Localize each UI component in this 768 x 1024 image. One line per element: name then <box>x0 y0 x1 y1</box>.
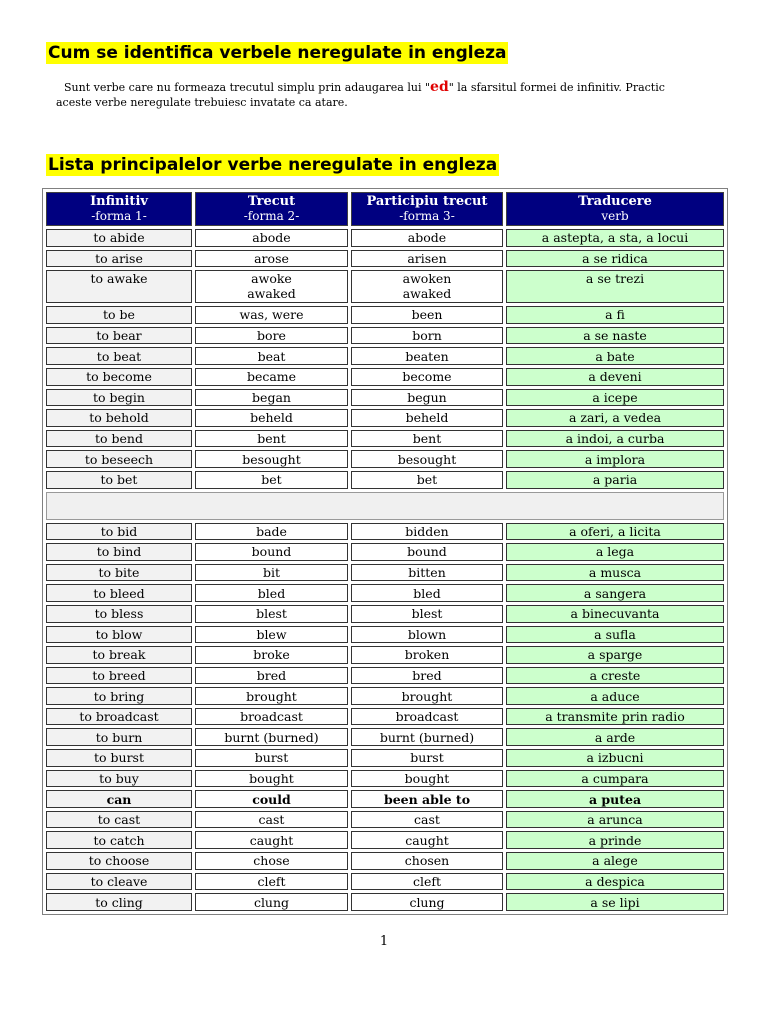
cell-translation: a izbucni <box>506 749 724 767</box>
cell-past: bet <box>195 471 348 489</box>
cell-infinitive: to begin <box>46 389 192 407</box>
cell-past: besought <box>195 450 348 468</box>
table-row <box>46 543 724 561</box>
cell-translation: a indoi, a curba <box>506 430 724 448</box>
intro-paragraph <box>56 80 696 110</box>
cell-past: clung <box>195 893 348 911</box>
cell-past-participle: bidden <box>351 523 503 541</box>
cell-infinitive: to beat <box>46 347 192 365</box>
cell-translation: a creste <box>506 667 724 685</box>
table-header-row <box>46 192 724 226</box>
cell-past: bent <box>195 430 348 448</box>
cell-translation: a se lipi <box>506 893 724 911</box>
cell-past-participle: cleft <box>351 873 503 891</box>
cell-translation: a bate <box>506 347 724 365</box>
cell-translation: a prinde <box>506 831 724 849</box>
cell-infinitive: to choose <box>46 852 192 870</box>
cell-past: beheld <box>195 409 348 427</box>
header-title: Infinitiv <box>90 194 148 209</box>
cell-infinitive: to cling <box>46 893 192 911</box>
table-row <box>46 831 724 849</box>
cell-past: bade <box>195 523 348 541</box>
cell-translation: a paria <box>506 471 724 489</box>
cell-infinitive: to break <box>46 646 192 664</box>
cell-past: bound <box>195 543 348 561</box>
cell-past-participle: cast <box>351 811 503 829</box>
cell-infinitive: to bet <box>46 471 192 489</box>
header-sub: -forma 3- <box>399 209 455 223</box>
cell-infinitive: to bear <box>46 327 192 345</box>
cell-past: cast <box>195 811 348 829</box>
table-row <box>46 749 724 767</box>
cell-past-participle: burst <box>351 749 503 767</box>
cell-translation: a musca <box>506 564 724 582</box>
table-row <box>46 270 724 303</box>
cell-translation: a deveni <box>506 368 724 386</box>
cell-past-participle: besought <box>351 450 503 468</box>
cell-past: became <box>195 368 348 386</box>
cell-infinitive: to abide <box>46 229 192 247</box>
cell-past-participle: born <box>351 327 503 345</box>
cell-past-participle: clung <box>351 893 503 911</box>
cell-infinitive: to bite <box>46 564 192 582</box>
cell-past-participle: been able to <box>351 790 503 808</box>
table-row <box>46 409 724 427</box>
header-sub: -forma 1- <box>91 209 147 223</box>
cell-translation: a fi <box>506 306 724 324</box>
cell-past: beat <box>195 347 348 365</box>
cell-infinitive: to be <box>46 306 192 324</box>
cell-past: began <box>195 389 348 407</box>
table-row <box>46 368 724 386</box>
cell-past: bought <box>195 770 348 788</box>
table-row <box>46 811 724 829</box>
cell-infinitive: to blow <box>46 626 192 644</box>
table-row <box>46 626 724 644</box>
table-row <box>46 327 724 345</box>
cell-past-participle: broadcast <box>351 708 503 726</box>
cell-infinitive: to cleave <box>46 873 192 891</box>
cell-past: bore <box>195 327 348 345</box>
cell-translation: a se ridica <box>506 250 724 268</box>
table-row <box>46 708 724 726</box>
cell-infinitive: to behold <box>46 409 192 427</box>
cell-past: blew <box>195 626 348 644</box>
cell-infinitive: to beseech <box>46 450 192 468</box>
cell-past-participle: bet <box>351 471 503 489</box>
cell-past-participle: brought <box>351 687 503 705</box>
cell-past: abode <box>195 229 348 247</box>
cell-past: brought <box>195 687 348 705</box>
irregular-verbs-table <box>42 188 728 915</box>
cell-past-participle: become <box>351 368 503 386</box>
cell-past: blest <box>195 605 348 623</box>
cell-infinitive: to arise <box>46 250 192 268</box>
cell-infinitive: to broadcast <box>46 708 192 726</box>
cell-infinitive: to breed <box>46 667 192 685</box>
cell-past: awoke awaked <box>195 270 348 303</box>
table-row <box>46 430 724 448</box>
cell-translation: a implora <box>506 450 724 468</box>
cell-infinitive: to burn <box>46 728 192 746</box>
cell-infinitive: to bend <box>46 430 192 448</box>
cell-past-participle: burnt (burned) <box>351 728 503 746</box>
table-spacer-row <box>46 492 724 520</box>
table-row <box>46 347 724 365</box>
header-past <box>195 192 348 226</box>
cell-infinitive: to bleed <box>46 584 192 602</box>
table-row <box>46 523 724 541</box>
table-row <box>46 250 724 268</box>
cell-past-participle: awoken awaked <box>351 270 503 303</box>
table-row <box>46 893 724 911</box>
table-row <box>46 873 724 891</box>
cell-translation: a sparge <box>506 646 724 664</box>
cell-past: broke <box>195 646 348 664</box>
cell-past: bred <box>195 667 348 685</box>
cell-translation: a transmite prin radio <box>506 708 724 726</box>
cell-translation: a se trezi <box>506 270 724 303</box>
cell-past-participle: caught <box>351 831 503 849</box>
cell-past-participle: beaten <box>351 347 503 365</box>
table-row <box>46 790 724 808</box>
table-row <box>46 584 724 602</box>
cell-past: burnt (burned) <box>195 728 348 746</box>
cell-past: broadcast <box>195 708 348 726</box>
cell-infinitive: to cast <box>46 811 192 829</box>
cell-infinitive: to become <box>46 368 192 386</box>
header-title: Trecut <box>247 194 296 209</box>
cell-past-participle: chosen <box>351 852 503 870</box>
cell-past-participle: beheld <box>351 409 503 427</box>
cell-infinitive: to bind <box>46 543 192 561</box>
header-infinitive <box>46 192 192 226</box>
spacer-cell <box>46 492 724 520</box>
cell-infinitive: to awake <box>46 270 192 303</box>
cell-translation: a astepta, a sta, a locui <box>506 229 724 247</box>
header-translation <box>506 192 724 226</box>
cell-translation: a arde <box>506 728 724 746</box>
table-row <box>46 450 724 468</box>
table-row <box>46 471 724 489</box>
cell-past-participle: arisen <box>351 250 503 268</box>
cell-infinitive: to bless <box>46 605 192 623</box>
cell-past-participle: been <box>351 306 503 324</box>
table-row <box>46 687 724 705</box>
cell-past-participle: bought <box>351 770 503 788</box>
cell-translation: a sangera <box>506 584 724 602</box>
cell-past: bit <box>195 564 348 582</box>
cell-translation: a lega <box>506 543 724 561</box>
cell-past-participle: bled <box>351 584 503 602</box>
cell-past-participle: bred <box>351 667 503 685</box>
header-title: Traducere <box>578 194 652 209</box>
cell-past: burst <box>195 749 348 767</box>
cell-translation: a arunca <box>506 811 724 829</box>
cell-translation: a zari, a vedea <box>506 409 724 427</box>
cell-translation: a despica <box>506 873 724 891</box>
table-row <box>46 306 724 324</box>
cell-translation: a binecuvanta <box>506 605 724 623</box>
cell-past: bled <box>195 584 348 602</box>
cell-infinitive: to bring <box>46 687 192 705</box>
cell-translation: a alege <box>506 852 724 870</box>
cell-past: caught <box>195 831 348 849</box>
cell-past: arose <box>195 250 348 268</box>
page-number: 1 <box>379 934 389 949</box>
table-row <box>46 852 724 870</box>
cell-past-participle: bent <box>351 430 503 448</box>
intro-highlight-ed: ed <box>430 79 449 95</box>
cell-translation: a icepe <box>506 389 724 407</box>
cell-infinitive: can <box>46 790 192 808</box>
cell-past-participle: broken <box>351 646 503 664</box>
table-row <box>46 667 724 685</box>
cell-past-participle: abode <box>351 229 503 247</box>
table-row <box>46 564 724 582</box>
cell-past: chose <box>195 852 348 870</box>
cell-past: could <box>195 790 348 808</box>
cell-translation: a putea <box>506 790 724 808</box>
intro-text-before: Sunt verbe care nu formeaza trecutul simplu prin adaugarea lui " <box>64 81 431 94</box>
table-row <box>46 229 724 247</box>
cell-translation: a aduce <box>506 687 724 705</box>
cell-infinitive: to catch <box>46 831 192 849</box>
table-row <box>46 389 724 407</box>
cell-past-participle: bound <box>351 543 503 561</box>
cell-infinitive: to bid <box>46 523 192 541</box>
table-row <box>46 770 724 788</box>
cell-past-participle: bitten <box>351 564 503 582</box>
page-title: Cum se identifica verbele neregulate in engleza <box>48 43 507 63</box>
cell-translation: a sufla <box>506 626 724 644</box>
cell-past-participle: blest <box>351 605 503 623</box>
intro-text-after: " la sfarsitul formei de infinitiv. Practic aceste verbe neregulate trebuiesc invatate ca atare. <box>56 81 665 109</box>
header-title: Participiu trecut <box>366 194 488 209</box>
cell-past: cleft <box>195 873 348 891</box>
table-row <box>46 605 724 623</box>
table-row <box>46 646 724 664</box>
table-row <box>46 728 724 746</box>
cell-translation: a se naste <box>506 327 724 345</box>
cell-infinitive: to burst <box>46 749 192 767</box>
cell-past-participle: blown <box>351 626 503 644</box>
cell-translation: a cumpara <box>506 770 724 788</box>
cell-past: was, were <box>195 306 348 324</box>
section-title: Lista principalelor verbe neregulate in engleza <box>48 155 498 175</box>
cell-past-participle: begun <box>351 389 503 407</box>
cell-infinitive: to buy <box>46 770 192 788</box>
header-sub: -forma 2- <box>243 209 300 223</box>
cell-translation: a oferi, a licita <box>506 523 724 541</box>
header-past-participle <box>351 192 503 226</box>
header-sub: verb <box>601 209 629 223</box>
